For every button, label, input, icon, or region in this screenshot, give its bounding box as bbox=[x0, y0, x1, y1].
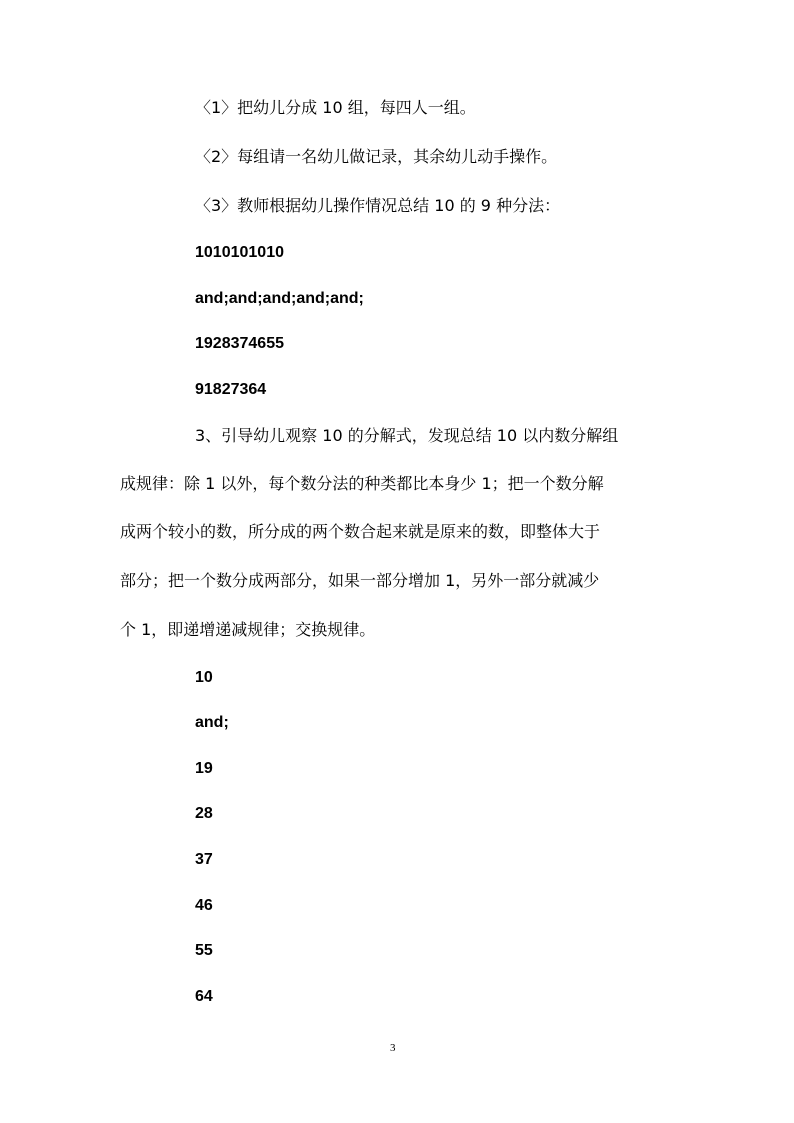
number-line: 37 bbox=[195, 851, 213, 868]
number-line: 10 bbox=[195, 669, 213, 686]
number-line: and; bbox=[195, 714, 229, 731]
step-1: 〈1〉把幼儿分成 10 组，每四人一组。 bbox=[195, 98, 476, 117]
number-line: 28 bbox=[195, 805, 213, 822]
paragraph-line: 成规律：除 1 以外，每个数分法的种类都比本身少 1；把一个数分解 bbox=[120, 474, 604, 493]
number-line: 64 bbox=[195, 988, 213, 1005]
number-line: 19 bbox=[195, 760, 213, 777]
paragraph-line: 3、引导幼儿观察 10 的分解式，发现总结 10 以内数分解组 bbox=[195, 426, 619, 445]
number-line: 1928374655 bbox=[195, 335, 284, 352]
paragraph-line: 成两个较小的数，所分成的两个数合起来就是原来的数，即整体大于 bbox=[120, 522, 601, 541]
number-line: 46 bbox=[195, 897, 213, 914]
paragraph-line: 部分；把一个数分成两部分，如果一部分增加 1，另外一部分就减少 bbox=[120, 571, 600, 590]
number-line: 1010101010 bbox=[195, 244, 284, 261]
number-line: 91827364 bbox=[195, 381, 267, 398]
page-number: 3 bbox=[390, 1042, 396, 1054]
paragraph-line: 个 1，即递增递减规律；交换规律。 bbox=[120, 620, 376, 639]
step-3: 〈3〉教师根据幼儿操作情况总结 10 的 9 种分法： bbox=[195, 196, 561, 215]
number-line: 55 bbox=[195, 942, 213, 959]
number-line: and;and;and;and;and; bbox=[195, 290, 364, 307]
step-2: 〈2〉每组请一名幼儿做记录，其余幼儿动手操作。 bbox=[195, 147, 558, 166]
